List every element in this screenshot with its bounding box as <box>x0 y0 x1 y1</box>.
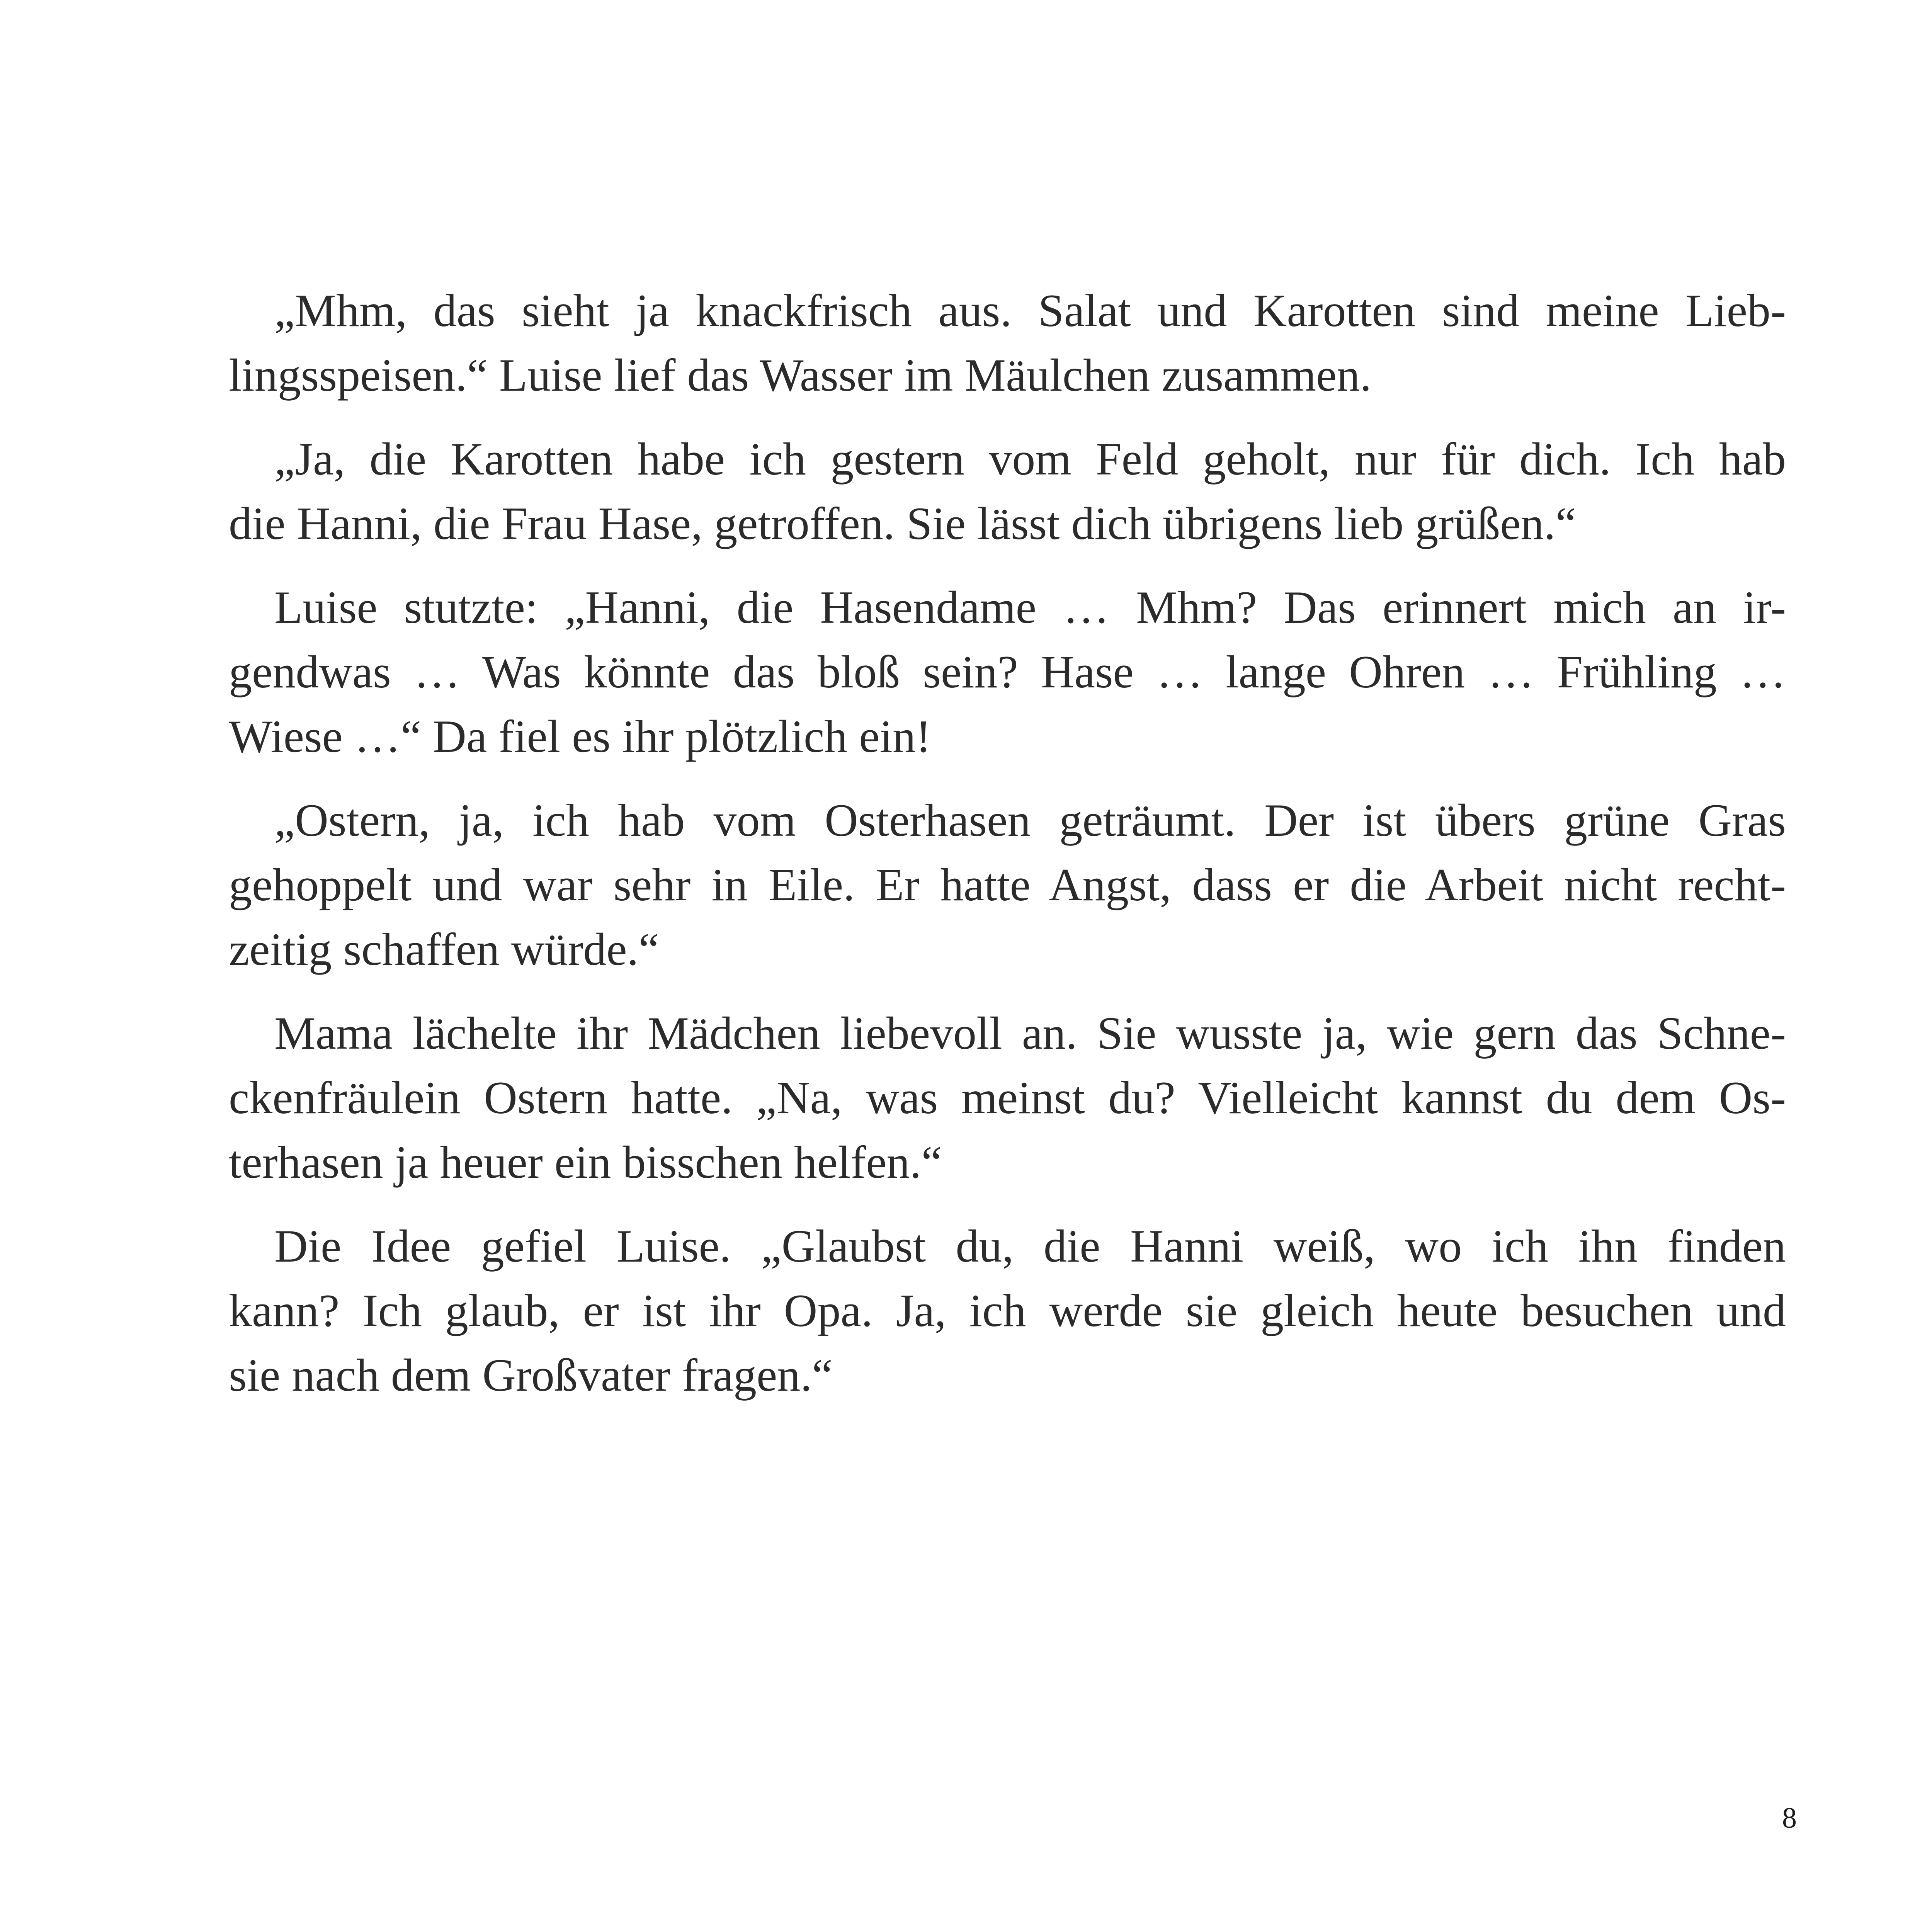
text-line: gehoppelt und war sehr in Eile. Er hatte Angst, dass er die Arbeit nicht recht- <box>229 859 1786 910</box>
text-line: ckenfräulein Ostern hatte. „Na, was meinst du? Vielleicht kannst du dem Os- <box>229 1072 1786 1123</box>
text-line: die Hanni, die Frau Hase, getroffen. Sie lässt dich übrigens lieb grüßen.“ <box>229 498 1576 549</box>
paragraph-4 <box>229 788 1786 981</box>
paragraph-6 <box>229 1214 1786 1407</box>
text-line: Mama lächelte ihr Mädchen liebevoll an. Sie wusste ja, wie gern das Schne- <box>274 1007 1786 1059</box>
text-line: lingsspeisen.“ Luise lief das Wasser im Mäulchen zusammen. <box>229 349 1372 401</box>
paragraph-2 <box>229 427 1786 556</box>
text-line: Die Idee gefiel Luise. „Glaubst du, die Hanni weiß, wo ich ihn finden <box>274 1220 1786 1272</box>
text-line: kann? Ich glaub, er ist ihr Opa. Ja, ich werde sie gleich heute besuchen und <box>229 1285 1786 1336</box>
page-number: 8 <box>1782 1802 1797 1834</box>
paragraph-3 <box>229 575 1786 769</box>
text-line: Wiese …“ Da fiel es ihr plötzlich ein! <box>229 711 931 762</box>
text-line: terhasen ja heuer ein bisschen helfen.“ <box>229 1136 942 1188</box>
text-line: „Ja, die Karotten habe ich gestern vom Feld geholt, nur für dich. Ich hab <box>274 433 1786 485</box>
text-line: „Ostern, ja, ich hab vom Osterhasen geträumt. Der ist übers grüne Gras <box>274 794 1786 846</box>
text-line: sie nach dem Großvater fragen.“ <box>229 1349 833 1401</box>
paragraph-1 <box>229 278 1786 407</box>
paragraph-5 <box>229 1001 1786 1194</box>
text-line: zeitig schaffen würde.“ <box>229 923 659 975</box>
text-line: Luise stutzte: „Hanni, die Hasendame … Mhm? Das erinnert mich an ir- <box>274 582 1786 633</box>
text-line: „Mhm, das sieht ja knackfrisch aus. Salat und Karotten sind meine Lieb- <box>274 285 1786 336</box>
text-line: gendwas … Was könnte das bloß sein? Hase … lange Ohren … Frühling … <box>229 646 1786 697</box>
body-text <box>229 278 1786 1407</box>
